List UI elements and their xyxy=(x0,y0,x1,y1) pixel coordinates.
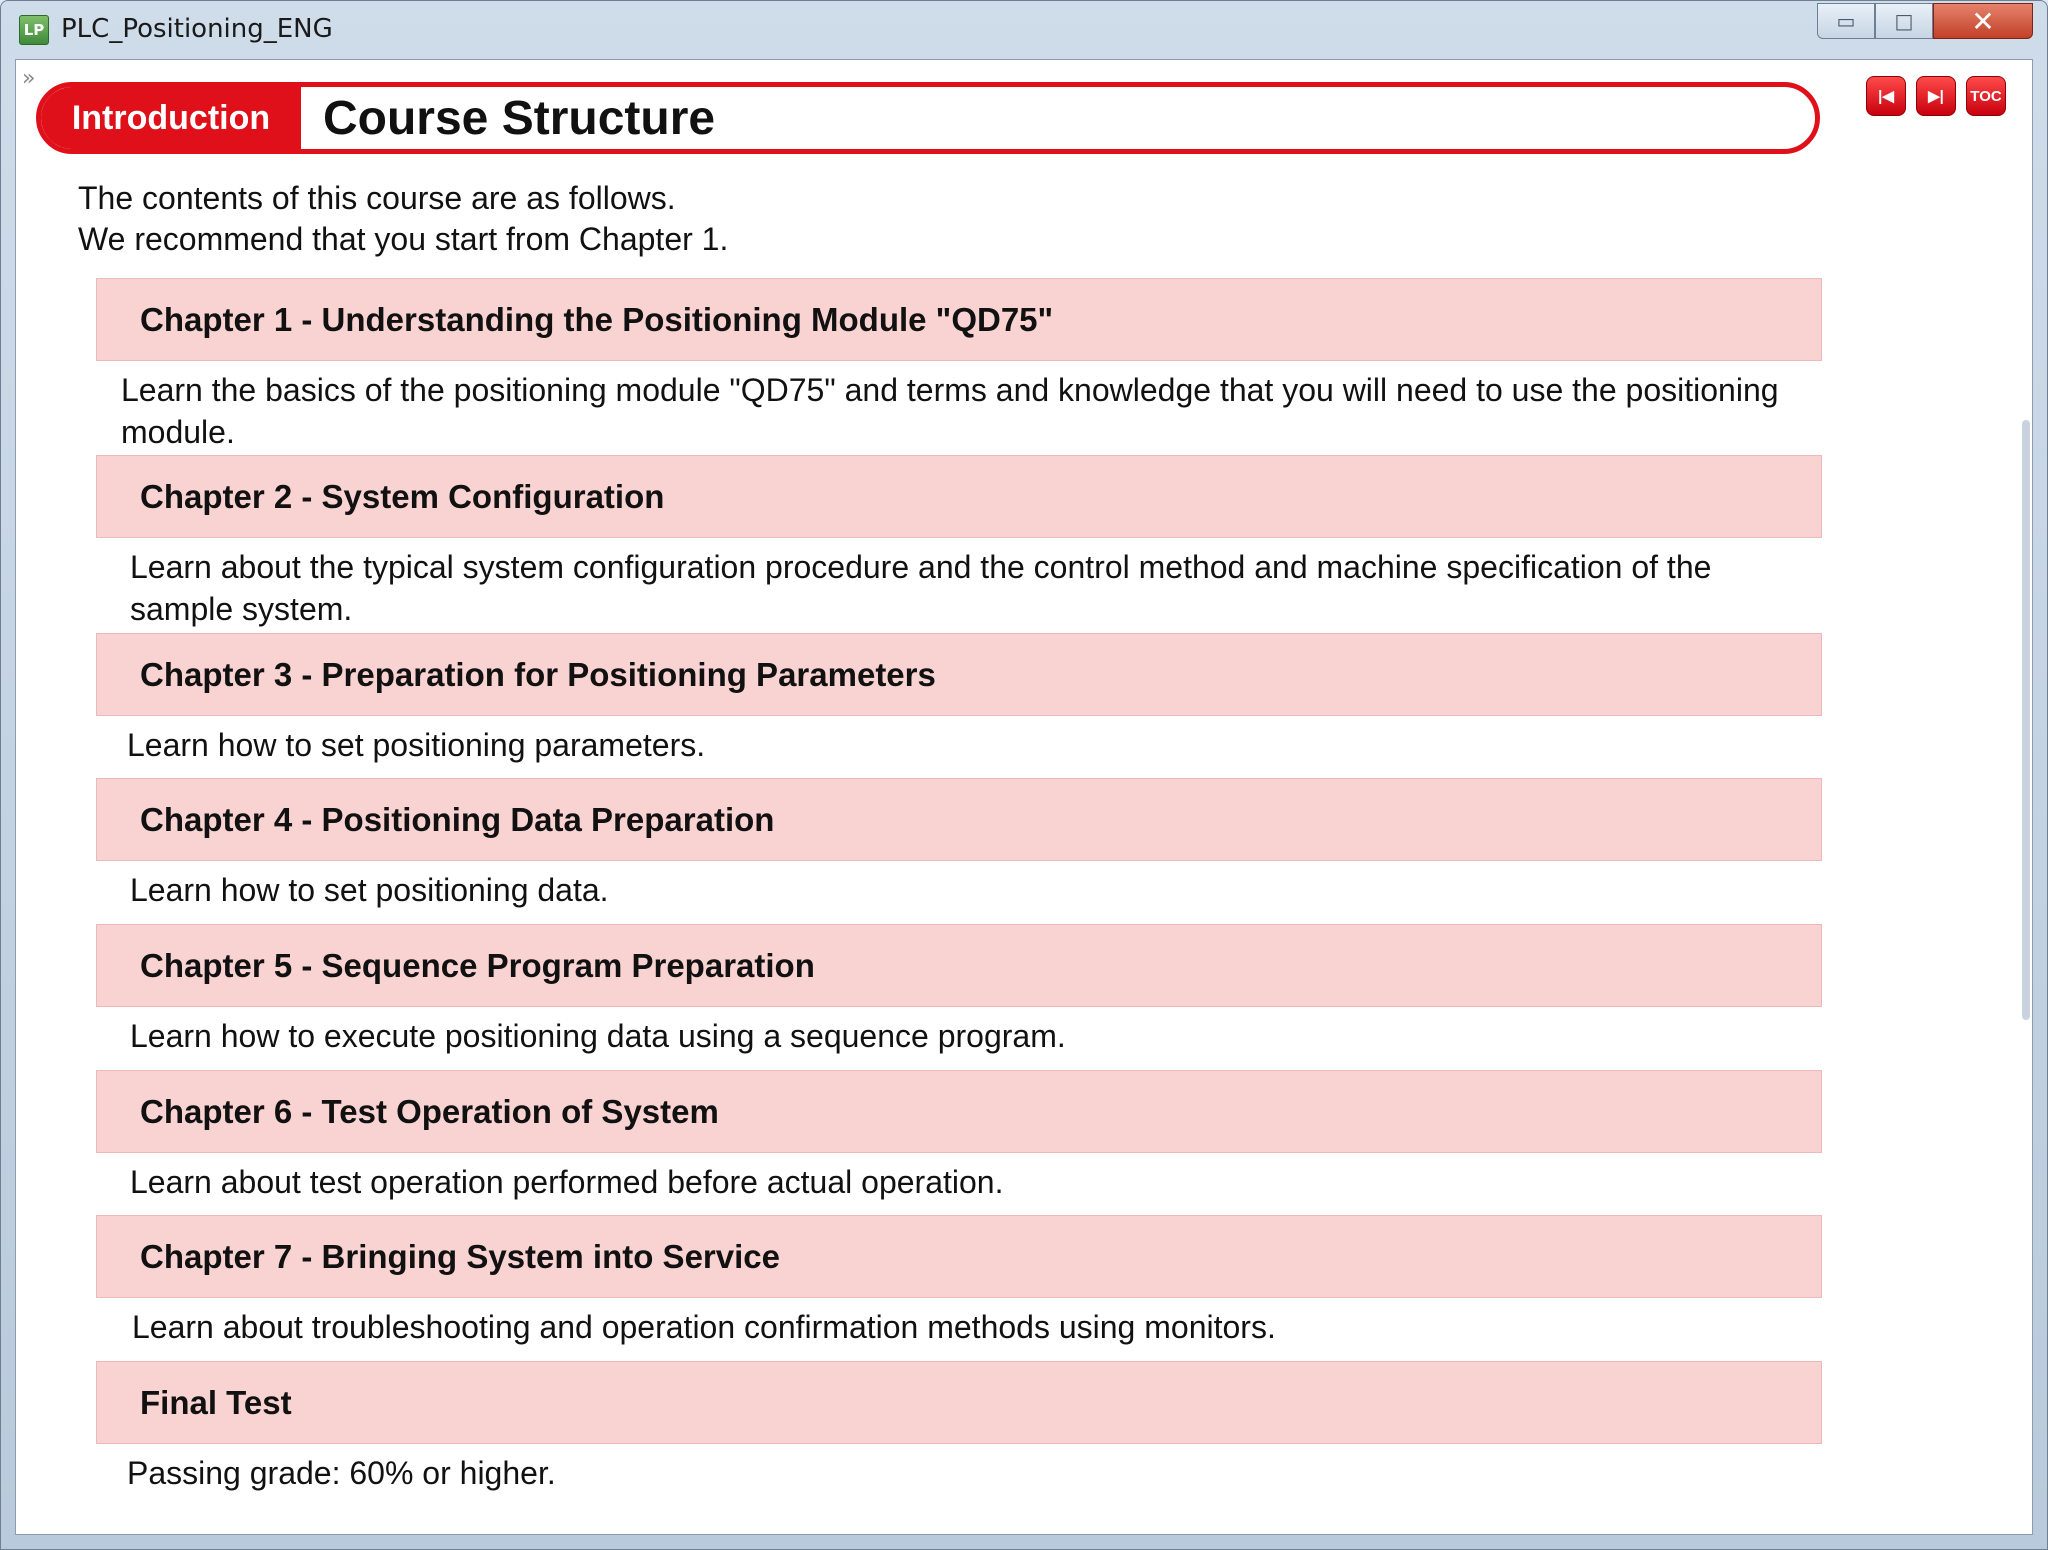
content-area xyxy=(15,59,2033,1535)
intro-line-1: The contents of this course are as follows. xyxy=(78,180,676,216)
window-title: PLC_Positioning_ENG xyxy=(61,14,333,44)
section-tag: Introduction xyxy=(41,87,301,149)
chapter-2-description: Learn about the typical system configuration procedure and the control method and machine specification of the sample system. xyxy=(130,549,1712,627)
chapter-list xyxy=(96,278,1822,1507)
chapter-item xyxy=(96,455,1822,633)
previous-page-button[interactable]: |◀ xyxy=(1866,76,1906,116)
page-header xyxy=(36,82,1820,154)
chapter-4-heading[interactable]: Chapter 4 - Positioning Data Preparation xyxy=(96,778,1822,861)
title-bar[interactable] xyxy=(1,1,2047,59)
chapter-2-heading[interactable]: Chapter 2 - System Configuration xyxy=(96,455,1822,538)
chapter-7-heading[interactable]: Chapter 7 - Bringing System into Service xyxy=(96,1215,1822,1298)
scrollbar[interactable] xyxy=(2022,420,2030,1020)
close-button[interactable]: ✕ xyxy=(1933,3,2033,39)
chapter-5-description: Learn how to execute positioning data using a sequence program. xyxy=(130,1018,1066,1054)
chapter-item xyxy=(96,778,1822,924)
toc-button[interactable]: TOC xyxy=(1966,76,2006,116)
chapter-3-heading[interactable]: Chapter 3 - Preparation for Positioning Parameters xyxy=(96,633,1822,716)
minimize-button[interactable]: ▭ xyxy=(1817,3,1875,39)
app-icon: LP xyxy=(19,15,49,45)
maximize-button[interactable]: □ xyxy=(1875,3,1933,39)
chapter-1-heading[interactable]: Chapter 1 - Understanding the Positioning Module "QD75" xyxy=(96,278,1822,361)
chapter-5-heading[interactable]: Chapter 5 - Sequence Program Preparation xyxy=(96,924,1822,1007)
chapter-item xyxy=(96,924,1822,1070)
chapter-6-description: Learn about test operation performed before actual operation. xyxy=(130,1164,1004,1200)
chapter-7-description: Learn about troubleshooting and operation confirmation methods using monitors. xyxy=(132,1309,1276,1345)
nav-buttons xyxy=(1866,76,2006,116)
window-controls xyxy=(1817,3,2033,39)
chapter-item xyxy=(96,1070,1822,1215)
next-page-button[interactable]: ▶| xyxy=(1916,76,1956,116)
chapter-4-description: Learn how to set positioning data. xyxy=(130,872,609,908)
final-test-heading[interactable]: Final Test xyxy=(96,1361,1822,1444)
expand-panel-icon[interactable]: » xyxy=(22,66,33,91)
chapter-1-description: Learn the basics of the positioning module "QD75" and terms and knowledge that you will need to use the positioning module. xyxy=(121,372,1779,450)
page-title: Course Structure xyxy=(323,91,716,145)
chapter-item xyxy=(96,1215,1822,1361)
final-test-description: Passing grade: 60% or higher. xyxy=(127,1455,556,1491)
chapter-3-description: Learn how to set positioning parameters. xyxy=(127,727,706,763)
chapter-6-heading[interactable]: Chapter 6 - Test Operation of System xyxy=(96,1070,1822,1153)
chapter-item xyxy=(96,1361,1822,1507)
chapter-item xyxy=(96,633,1822,778)
intro-line-2: We recommend that you start from Chapter 1. xyxy=(78,221,729,257)
chapter-item xyxy=(96,278,1822,455)
intro-text xyxy=(78,178,728,260)
